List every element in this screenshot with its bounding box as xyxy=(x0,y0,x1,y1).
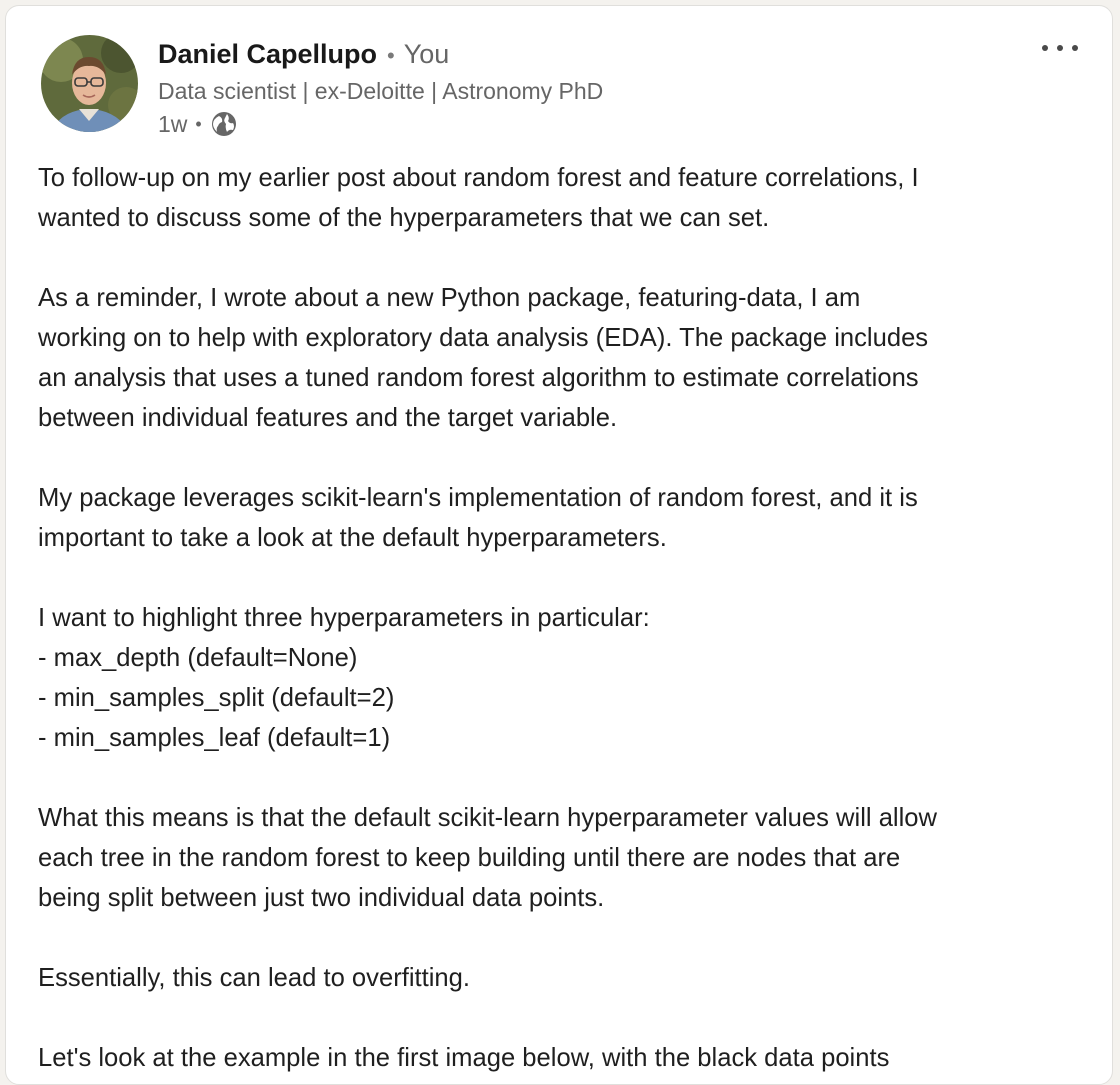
meta-separator-bullet: • xyxy=(195,114,202,134)
post-text-line: - max_depth (default=None) xyxy=(38,644,358,672)
post-card xyxy=(5,5,1113,1085)
post-paragraph xyxy=(38,1038,1088,1078)
author-avatar[interactable] xyxy=(41,35,138,132)
post-text-line: As a reminder, I wrote about a new Python package, featuring-data, I am xyxy=(38,284,861,312)
post-body xyxy=(38,158,1088,1078)
author-name[interactable]: Daniel Capellupo xyxy=(158,39,378,69)
post-text-line: important to take a look at the default hyperparameters. xyxy=(38,524,667,552)
relation-label: You xyxy=(403,39,450,69)
post-text-line: - min_samples_split (default=2) xyxy=(38,684,395,712)
post-text-line: wanted to discuss some of the hyperparameters that we can set. xyxy=(38,204,770,232)
more-horizontal-icon xyxy=(1042,45,1048,51)
post-text-line: working on to help with exploratory data analysis (EDA). The package includes xyxy=(38,324,929,352)
post-text-line: Essentially, this can lead to overfitting. xyxy=(38,964,470,992)
post-meta xyxy=(158,108,603,140)
avatar-photo xyxy=(41,35,138,132)
post-text-line: To follow-up on my earlier post about random forest and feature correlations, I xyxy=(38,164,919,192)
more-options-button[interactable] xyxy=(1042,36,1078,60)
more-horizontal-icon-dot xyxy=(1057,45,1063,51)
post-text-line: an analysis that uses a tuned random forest algorithm to estimate correlations xyxy=(38,364,919,392)
post-header xyxy=(158,36,603,140)
post-timestamp: 1w xyxy=(158,111,188,137)
post-paragraph xyxy=(38,278,1088,438)
post-paragraph xyxy=(38,158,1088,238)
post-paragraph xyxy=(38,798,1088,918)
post-paragraph xyxy=(38,958,1088,998)
separator-bullet: • xyxy=(387,43,395,68)
post-text-line: I want to highlight three hyperparameters in particular: xyxy=(38,604,650,632)
post-text-line: What this means is that the default scikit-learn hyperparameter values will allow xyxy=(38,804,938,832)
post-text-line: between individual features and the target variable. xyxy=(38,404,618,432)
author-name-row xyxy=(158,36,603,74)
post-paragraph xyxy=(38,598,1088,758)
post-text-line: My package leverages scikit-learn's implementation of random forest, and it is xyxy=(38,484,918,512)
post-text-line: each tree in the random forest to keep building until there are nodes that are xyxy=(38,844,901,872)
post-paragraph xyxy=(38,478,1088,558)
more-horizontal-icon-dot xyxy=(1072,45,1078,51)
globe-icon xyxy=(210,110,238,138)
post-text-line: Let's look at the example in the first image below, with the black data points xyxy=(38,1044,890,1072)
post-text-line: - min_samples_leaf (default=1) xyxy=(38,724,391,752)
author-headline: Data scientist | ex-Deloitte | Astronomy PhD xyxy=(158,78,604,104)
post-text-line: being split between just two individual data points. xyxy=(38,884,605,912)
